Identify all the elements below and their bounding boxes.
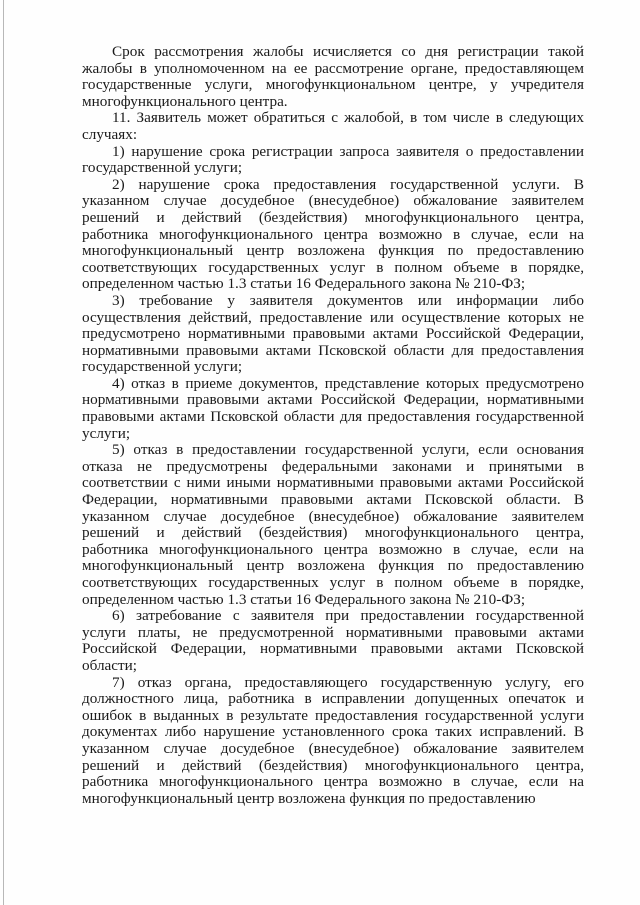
paragraph-item-1: 1) нарушение срока регистрации запроса заявителя о предоставлении государственной услуги; [82, 142, 584, 177]
paragraph-item-4: 4) отказ в приеме документов, представление которых предусмотрено нормативными правовыми актами Российской Федерации, нормативными правовыми актами Псковской области для предоставления государственной услуги; [82, 374, 584, 442]
document-body [82, 44, 584, 807]
paragraph-item-7: 7) отказ органа, предоставляющего государственную услугу, его должностного лица, работника в исправлении допущенных опечаток и ошибок в выданных в результате предоставления государственной услуги документах либо нарушение установленного срока таких исправлений. В указанном случае досудебное (внесудебное) обжалование заявителем решений и действий (бездействия) многофункционального центра, работника многофункционального центра возможно в случае, если на многофункциональный центр возложена функция по предоставлению [82, 673, 584, 807]
paragraph-item-3: 3) требование у заявителя документов или информации либо осуществления действий, предоставление или осуществление которых не предусмотрено нормативными правовыми актами Российской Федерации, нормативными правовыми актами Псковской области для предоставления государственной услуги; [82, 291, 584, 376]
scan-edge-line [3, 0, 4, 905]
paragraph-complaint-period: Срок рассмотрения жалобы исчисляется со дня регистрации такой жалобы в уполномоченном на ее рассмотрение органе, предоставляющем государственные услуги, многофункциональном центре, у учредителя многофункционального центра. [82, 43, 584, 110]
paragraph-item-6: 6) затребование с заявителя при предоставлении государственной услуги платы, не предусмотренной нормативными правовыми актами Российской Федерации, нормативными правовыми актами Псковской области; [82, 607, 584, 674]
paragraph-item-5: 5) отказ в предоставлении государственной услуги, если основания отказа не предусмотрены федеральными законами и принятыми в соответствии с ними иными нормативными правовыми актами Российской Федерации, нормативными правовыми актами Псковской области. В указанном случае досудебное (внесудебное) обжалование заявителем решений и действий (бездействия) многофункционального центра, работника многофункционального центра возможно в случае, если на многофункциональный центр возложена функция по предоставлению соответствующих государственных услуг в полном объеме в порядке, определенном частью 1.3 статьи 16 Федерального закона № 210-ФЗ; [82, 441, 584, 608]
paragraph-clause-11: 11. Заявитель может обратиться с жалобой, в том числе в следующих случаях: [82, 109, 584, 143]
paragraph-item-2: 2) нарушение срока предоставления государственной услуги. В указанном случае досудебное (внесудебное) обжалование заявителем решений и действий (бездействия) многофункционального центра, работника многофункционального центра возможно в случае, если на многофункциональный центр возложена функция по предоставлению соответствующих государственных услуг в полном объеме в порядке, определенном частью 1.3 статьи 16 Федерального закона № 210-ФЗ; [82, 175, 584, 293]
